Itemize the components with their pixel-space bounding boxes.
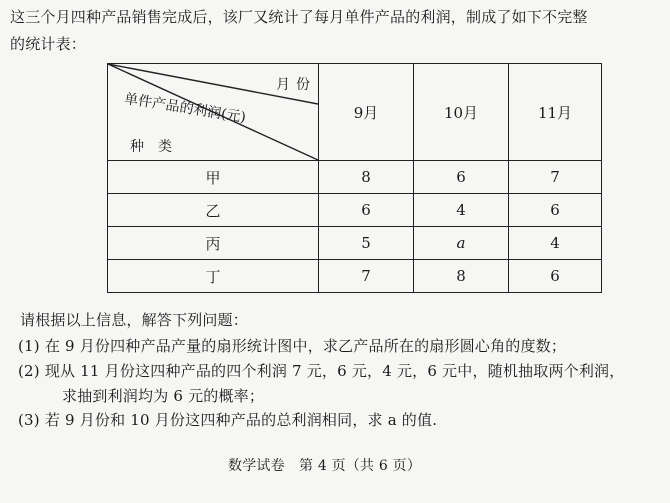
cell-value: 8: [319, 161, 414, 194]
diagonal-header-cell: [108, 64, 319, 161]
intro-line-2: 的统计表：: [10, 35, 87, 53]
cell-value: 4: [414, 194, 509, 227]
cell-value: 6: [414, 161, 509, 194]
cell-value: 5: [319, 227, 414, 260]
header-month-10: 10月: [414, 64, 509, 161]
cell-value-variable-a: a: [414, 227, 509, 260]
header-profit-label: 单件产品的利润(元): [123, 90, 247, 126]
question-3: (3) 若 9 月份和 10 月份这四种产品的总利润相同，求 a 的值.: [18, 411, 438, 429]
question-2-line-2: 求抽到利润均为 6 元的概率；: [62, 387, 265, 405]
cell-value: 7: [319, 260, 414, 293]
profit-table: [107, 63, 602, 293]
table-header-row: [108, 64, 602, 161]
row-kind: 丙: [108, 227, 319, 260]
row-kind: 丁: [108, 260, 319, 293]
header-month-11: 11月: [509, 64, 602, 161]
header-month-label: 月份: [276, 77, 316, 93]
header-month-9: 9月: [319, 64, 414, 161]
cell-value: 7: [509, 161, 602, 194]
cell-value: 6: [509, 260, 602, 293]
table-row: [108, 194, 602, 227]
intro-line-1: 这三个月四种产品销售完成后，该厂又统计了每月单件产品的利润，制成了如下不完整: [10, 8, 588, 26]
questions-intro: 请根据以上信息，解答下列问题：: [20, 311, 249, 329]
question-1: (1) 在 9 月份四种产品产量的扇形统计图中，求乙产品所在的扇形圆心角的度数；: [18, 337, 567, 355]
table-row: [108, 260, 602, 293]
table-row: [108, 227, 602, 260]
row-kind: 乙: [108, 194, 319, 227]
table-row: [108, 161, 602, 194]
question-2-line-1: (2) 现从 11 月份这四种产品的四个利润 7 元，6 元，4 元，6 元中，随机抽取两个利润，: [18, 362, 625, 380]
cell-value: 8: [414, 260, 509, 293]
header-kind-label: 种类: [130, 139, 186, 155]
cell-value: 6: [509, 194, 602, 227]
page-footer: 数学试卷 第 4 页（共 6 页）: [228, 458, 422, 474]
row-kind: 甲: [108, 161, 319, 194]
cell-value: 6: [319, 194, 414, 227]
cell-value: 4: [509, 227, 602, 260]
